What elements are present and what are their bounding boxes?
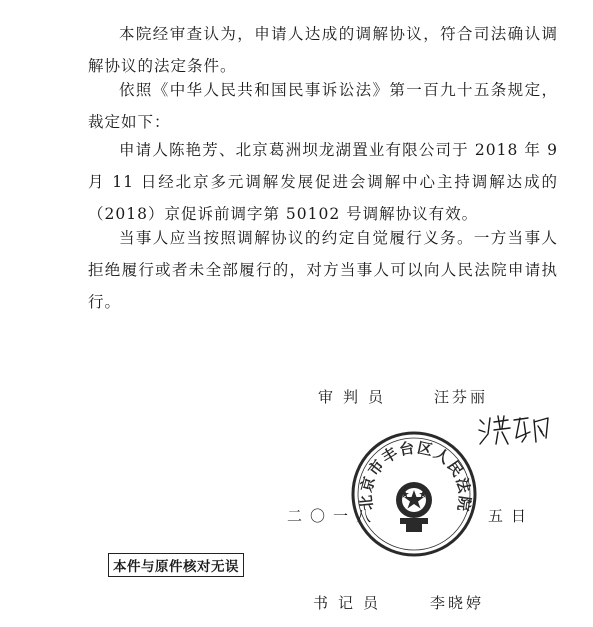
certified-copy-stamp: 本件与原件核对无误 (108, 553, 244, 577)
court-seal (350, 430, 478, 558)
ruling-paragraph-4: 当事人应当按照调解协议的约定自觉履行义务。一方当事人拒绝履行或者未全部履行的，对方当事人可以向人民法院申请执行。 (88, 229, 558, 311)
judge-name: 汪芬丽 (434, 388, 489, 406)
ruling-paragraph-3: 申请人陈艳芳、北京葛洲坝龙湖置业有限公司于 2018 年 9 月 11 日经北京多元调解发展促进会调解中心主持调解达成的（2018）京促诉前调字第 50102 号调解协议有效。 (88, 141, 558, 223)
ruling-paragraph-1: 本院经审查认为，申请人达成的调解协议，符合司法确认调解协议的法定条件。 (88, 25, 558, 75)
judge-role: 审判员 (318, 388, 394, 406)
ruling-paragraph-2: 依照《中华人民共和国民事诉讼法》第一百九十五条规定，裁定如下： (88, 81, 558, 131)
clerk-name: 李晓婷 (430, 594, 485, 612)
clerk-role: 书记员 (313, 594, 389, 612)
seal-text: 北京市丰台区人民法院 (356, 438, 474, 514)
national-emblem-icon (396, 482, 432, 532)
judge-signature (476, 408, 556, 448)
ruling-date-prefix: 二〇一八 (287, 507, 380, 525)
ruling-date-suffix: 五日 (488, 507, 535, 525)
